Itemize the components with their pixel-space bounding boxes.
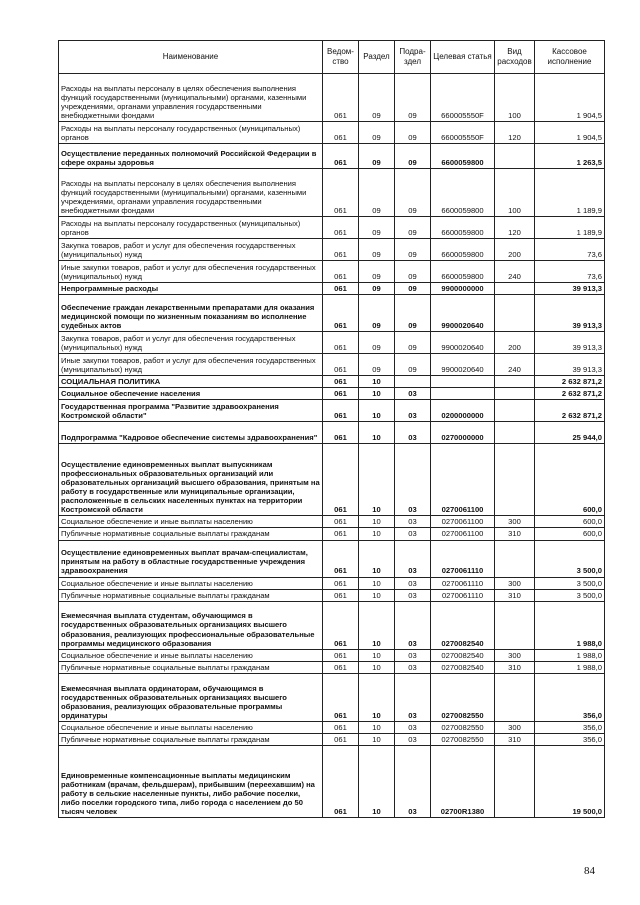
table-row xyxy=(59,376,605,388)
table-row xyxy=(59,295,605,332)
row-cash-execution-cell: 39 913,3 xyxy=(535,295,605,332)
row-name-cell: Публичные нормативные социальные выплаты гражданам xyxy=(59,528,323,540)
row-name-cell: Ежемесячная выплата студентам, обучающимся в государственных образовательных организациях высшего образования, реализующих профессиональные образовательные программы медицинского образования xyxy=(59,601,323,649)
row-department-cell: 061 xyxy=(323,422,359,444)
row-department-cell: 061 xyxy=(323,528,359,540)
row-name-cell: Расходы на выплаты персоналу государственных (муниципальных) органов xyxy=(59,122,323,144)
table-row xyxy=(59,217,605,239)
row-expense-type-cell: 200 xyxy=(495,239,535,261)
row-subsection-cell: 03 xyxy=(395,734,431,746)
row-expense-type-cell: 310 xyxy=(495,528,535,540)
row-expense-type-cell xyxy=(495,540,535,577)
row-expense-type-cell: 200 xyxy=(495,332,535,354)
row-cash-execution-cell: 1 904,5 xyxy=(535,74,605,122)
table-row xyxy=(59,721,605,733)
row-target-article-cell: 9900020640 xyxy=(431,354,495,376)
row-subsection-cell: 03 xyxy=(395,746,431,818)
table-row xyxy=(59,746,605,818)
row-section-cell: 10 xyxy=(359,422,395,444)
row-department-cell: 061 xyxy=(323,516,359,528)
row-section-cell: 10 xyxy=(359,673,395,721)
row-expense-type-cell xyxy=(495,388,535,400)
row-department-cell: 061 xyxy=(323,661,359,673)
row-target-article-cell: 0270061100 xyxy=(431,516,495,528)
row-subsection-cell: 09 xyxy=(395,332,431,354)
row-cash-execution-cell: 39 913,3 xyxy=(535,332,605,354)
row-name-cell: Социальное обеспечение и иные выплаты населению xyxy=(59,516,323,528)
row-target-article-cell: 660005550F xyxy=(431,122,495,144)
row-target-article-cell: 0270082540 xyxy=(431,601,495,649)
row-section-cell: 10 xyxy=(359,649,395,661)
row-target-article-cell xyxy=(431,388,495,400)
row-target-article-cell: 0270082540 xyxy=(431,661,495,673)
row-section-cell: 10 xyxy=(359,516,395,528)
row-cash-execution-cell: 2 632 871,2 xyxy=(535,376,605,388)
row-expense-type-cell xyxy=(495,144,535,169)
header-target-article: Целевая статья xyxy=(431,41,495,74)
row-subsection-cell: 03 xyxy=(395,528,431,540)
row-subsection-cell: 03 xyxy=(395,649,431,661)
row-target-article-cell: 02700R1380 xyxy=(431,746,495,818)
row-name-cell: Непрограммные расходы xyxy=(59,283,323,295)
row-name-cell: Государственная программа "Развитие здравоохранения Костромской области" xyxy=(59,400,323,422)
table-row xyxy=(59,283,605,295)
row-section-cell: 09 xyxy=(359,332,395,354)
table-row xyxy=(59,239,605,261)
row-expense-type-cell: 240 xyxy=(495,261,535,283)
row-expense-type-cell: 310 xyxy=(495,661,535,673)
row-subsection-cell: 03 xyxy=(395,721,431,733)
row-section-cell: 10 xyxy=(359,540,395,577)
row-section-cell: 10 xyxy=(359,661,395,673)
row-cash-execution-cell: 39 913,3 xyxy=(535,283,605,295)
row-department-cell: 061 xyxy=(323,376,359,388)
row-cash-execution-cell: 356,0 xyxy=(535,673,605,721)
row-expense-type-cell xyxy=(495,746,535,818)
row-department-cell: 061 xyxy=(323,295,359,332)
row-expense-type-cell xyxy=(495,601,535,649)
row-section-cell: 09 xyxy=(359,169,395,217)
row-target-article-cell: 0270082550 xyxy=(431,734,495,746)
table-row xyxy=(59,734,605,746)
header-name: Наименование xyxy=(59,41,323,74)
row-section-cell: 10 xyxy=(359,444,395,516)
row-target-article-cell: 0270082540 xyxy=(431,649,495,661)
row-name-cell: Социальное обеспечение и иные выплаты населению xyxy=(59,721,323,733)
row-cash-execution-cell: 356,0 xyxy=(535,721,605,733)
row-cash-execution-cell: 600,0 xyxy=(535,516,605,528)
header-cash-execution: Кассовое исполнение xyxy=(535,41,605,74)
row-expense-type-cell xyxy=(495,673,535,721)
row-name-cell: Публичные нормативные социальные выплаты гражданам xyxy=(59,734,323,746)
row-department-cell: 061 xyxy=(323,444,359,516)
row-department-cell: 061 xyxy=(323,721,359,733)
row-subsection-cell: 03 xyxy=(395,400,431,422)
row-department-cell: 061 xyxy=(323,577,359,589)
table-row xyxy=(59,601,605,649)
row-cash-execution-cell: 25 944,0 xyxy=(535,422,605,444)
row-name-cell: Закупка товаров, работ и услуг для обеспечения государственных (муниципальных) нужд xyxy=(59,332,323,354)
row-target-article-cell: 6600059800 xyxy=(431,217,495,239)
row-subsection-cell: 03 xyxy=(395,516,431,528)
row-section-cell: 09 xyxy=(359,74,395,122)
row-target-article-cell: 660005550F xyxy=(431,74,495,122)
row-expense-type-cell: 310 xyxy=(495,589,535,601)
row-department-cell: 061 xyxy=(323,122,359,144)
row-name-cell: Социальное обеспечение и иные выплаты населению xyxy=(59,577,323,589)
table-row xyxy=(59,422,605,444)
row-cash-execution-cell: 1 189,9 xyxy=(535,217,605,239)
row-expense-type-cell: 300 xyxy=(495,577,535,589)
header-section: Раздел xyxy=(359,41,395,74)
row-name-cell: Социальное обеспечение населения xyxy=(59,388,323,400)
row-cash-execution-cell: 2 632 871,2 xyxy=(535,388,605,400)
row-subsection-cell: 09 xyxy=(395,283,431,295)
row-expense-type-cell: 120 xyxy=(495,217,535,239)
row-name-cell: Публичные нормативные социальные выплаты гражданам xyxy=(59,589,323,601)
page-number: 84 xyxy=(584,865,595,877)
row-section-cell: 10 xyxy=(359,601,395,649)
row-section-cell: 10 xyxy=(359,388,395,400)
row-cash-execution-cell: 1 189,9 xyxy=(535,169,605,217)
row-section-cell: 09 xyxy=(359,295,395,332)
row-cash-execution-cell: 600,0 xyxy=(535,444,605,516)
row-subsection-cell: 03 xyxy=(395,589,431,601)
row-subsection-cell: 09 xyxy=(395,261,431,283)
row-subsection-cell: 09 xyxy=(395,74,431,122)
header-department: Ведом-ство xyxy=(323,41,359,74)
row-cash-execution-cell: 1 988,0 xyxy=(535,661,605,673)
row-subsection-cell: 09 xyxy=(395,217,431,239)
row-subsection-cell: 03 xyxy=(395,444,431,516)
row-expense-type-cell: 240 xyxy=(495,354,535,376)
row-expense-type-cell: 100 xyxy=(495,74,535,122)
row-subsection-cell: 09 xyxy=(395,295,431,332)
row-expense-type-cell: 300 xyxy=(495,516,535,528)
row-department-cell: 061 xyxy=(323,217,359,239)
table-row xyxy=(59,122,605,144)
row-subsection-cell: 03 xyxy=(395,601,431,649)
table-row xyxy=(59,589,605,601)
row-name-cell: Ежемесячная выплата ординаторам, обучающимся в государственных образовательных организациях высшего образования, реализующих образовательные программы ординатуры xyxy=(59,673,323,721)
table-row xyxy=(59,400,605,422)
row-target-article-cell: 0270082550 xyxy=(431,721,495,733)
row-section-cell: 10 xyxy=(359,376,395,388)
row-section-cell: 10 xyxy=(359,746,395,818)
row-target-article-cell: 0270082550 xyxy=(431,673,495,721)
table-row xyxy=(59,444,605,516)
row-name-cell: СОЦИАЛЬНАЯ ПОЛИТИКА xyxy=(59,376,323,388)
row-expense-type-cell: 300 xyxy=(495,649,535,661)
row-target-article-cell: 6600059800 xyxy=(431,144,495,169)
row-subsection-cell: 03 xyxy=(395,661,431,673)
row-target-article-cell: 0270061110 xyxy=(431,589,495,601)
row-department-cell: 061 xyxy=(323,673,359,721)
row-expense-type-cell xyxy=(495,376,535,388)
table-row xyxy=(59,74,605,122)
row-department-cell: 061 xyxy=(323,283,359,295)
row-expense-type-cell xyxy=(495,400,535,422)
row-target-article-cell xyxy=(431,376,495,388)
table-row xyxy=(59,354,605,376)
row-cash-execution-cell: 1 988,0 xyxy=(535,601,605,649)
row-section-cell: 09 xyxy=(359,217,395,239)
row-department-cell: 061 xyxy=(323,589,359,601)
row-subsection-cell: 03 xyxy=(395,388,431,400)
row-section-cell: 09 xyxy=(359,261,395,283)
row-name-cell: Подпрограмма "Кадровое обеспечение системы здравоохранения" xyxy=(59,422,323,444)
row-name-cell: Публичные нормативные социальные выплаты гражданам xyxy=(59,661,323,673)
budget-execution-table xyxy=(58,40,605,818)
row-section-cell: 09 xyxy=(359,283,395,295)
row-subsection-cell: 09 xyxy=(395,122,431,144)
row-target-article-cell: 0270000000 xyxy=(431,422,495,444)
row-cash-execution-cell: 3 500,0 xyxy=(535,540,605,577)
table-row xyxy=(59,169,605,217)
row-name-cell: Осуществление единовременных выплат выпускникам профессиональных образовательных организаций или образовательных организаций высшего образования, принятым на работу в государственные или муниципальные организации, расположенные в сельских населенных пунктах на территории Костромской области xyxy=(59,444,323,516)
table-body xyxy=(59,74,605,818)
row-section-cell: 09 xyxy=(359,144,395,169)
row-target-article-cell: 0270061100 xyxy=(431,528,495,540)
row-section-cell: 10 xyxy=(359,528,395,540)
row-section-cell: 09 xyxy=(359,354,395,376)
row-section-cell: 10 xyxy=(359,400,395,422)
row-cash-execution-cell: 356,0 xyxy=(535,734,605,746)
row-target-article-cell: 0270061110 xyxy=(431,540,495,577)
row-department-cell: 061 xyxy=(323,400,359,422)
row-expense-type-cell xyxy=(495,422,535,444)
row-subsection-cell: 03 xyxy=(395,540,431,577)
row-expense-type-cell xyxy=(495,444,535,516)
row-section-cell: 10 xyxy=(359,734,395,746)
table-row xyxy=(59,388,605,400)
row-section-cell: 10 xyxy=(359,577,395,589)
row-expense-type-cell xyxy=(495,295,535,332)
row-subsection-cell: 09 xyxy=(395,169,431,217)
row-cash-execution-cell: 73,6 xyxy=(535,261,605,283)
table-row xyxy=(59,540,605,577)
row-name-cell: Обеспечение граждан лекарственными препаратами для оказания медицинской помощи по жизненным показаниям во исполнение судебных актов xyxy=(59,295,323,332)
row-cash-execution-cell: 3 500,0 xyxy=(535,589,605,601)
row-cash-execution-cell: 600,0 xyxy=(535,528,605,540)
row-expense-type-cell: 100 xyxy=(495,169,535,217)
header-expense-type: Вид расходов xyxy=(495,41,535,74)
table-row xyxy=(59,516,605,528)
row-target-article-cell: 6600059800 xyxy=(431,261,495,283)
row-target-article-cell: 6600059800 xyxy=(431,239,495,261)
table-row xyxy=(59,332,605,354)
table-header-row xyxy=(59,41,605,74)
row-cash-execution-cell: 3 500,0 xyxy=(535,577,605,589)
row-cash-execution-cell: 73,6 xyxy=(535,239,605,261)
row-name-cell: Расходы на выплаты персоналу в целях обеспечения выполнения функций государственными (муниципальными) органами, казенными учреждениями, органами управления государственными внебюджетными фондами xyxy=(59,169,323,217)
row-target-article-cell: 0200000000 xyxy=(431,400,495,422)
row-department-cell: 061 xyxy=(323,354,359,376)
row-name-cell: Осуществление единовременных выплат врачам-специалистам, принятым на работу в областные государственные учреждения здравоохранения xyxy=(59,540,323,577)
row-cash-execution-cell: 2 632 871,2 xyxy=(535,400,605,422)
row-section-cell: 09 xyxy=(359,239,395,261)
row-cash-execution-cell: 19 500,0 xyxy=(535,746,605,818)
row-department-cell: 061 xyxy=(323,74,359,122)
row-subsection-cell xyxy=(395,376,431,388)
row-name-cell: Расходы на выплаты персоналу государственных (муниципальных) органов xyxy=(59,217,323,239)
row-department-cell: 061 xyxy=(323,261,359,283)
row-name-cell: Закупка товаров, работ и услуг для обеспечения государственных (муниципальных) нужд xyxy=(59,239,323,261)
row-name-cell: Социальное обеспечение и иные выплаты населению xyxy=(59,649,323,661)
row-cash-execution-cell: 1 263,5 xyxy=(535,144,605,169)
table-row xyxy=(59,144,605,169)
row-cash-execution-cell: 1 904,5 xyxy=(535,122,605,144)
header-subsection: Подра-здел xyxy=(395,41,431,74)
row-section-cell: 09 xyxy=(359,122,395,144)
table-row xyxy=(59,673,605,721)
table-row xyxy=(59,661,605,673)
row-section-cell: 10 xyxy=(359,589,395,601)
table-row xyxy=(59,649,605,661)
row-subsection-cell: 03 xyxy=(395,422,431,444)
row-name-cell: Единовременные компенсационные выплаты медицинским работникам (врачам, фельдшерам), прибывшим (переехавшим) на работу в сельские населенные пункты, либо рабочие поселки, либо поселки городского типа, либо города с населением до 50 тысяч человек xyxy=(59,746,323,818)
row-department-cell: 061 xyxy=(323,601,359,649)
row-subsection-cell: 09 xyxy=(395,144,431,169)
row-name-cell: Осуществление переданных полномочий Российской Федерации в сфере охраны здоровья xyxy=(59,144,323,169)
row-department-cell: 061 xyxy=(323,388,359,400)
row-department-cell: 061 xyxy=(323,239,359,261)
row-department-cell: 061 xyxy=(323,746,359,818)
row-name-cell: Расходы на выплаты персоналу в целях обеспечения выполнения функций государственными (муниципальными) органами, казенными учреждениями, органами управления государственными внебюджетными фондами xyxy=(59,74,323,122)
row-expense-type-cell xyxy=(495,283,535,295)
table-row xyxy=(59,528,605,540)
row-name-cell: Иные закупки товаров, работ и услуг для обеспечения государственных (муниципальных) нужд xyxy=(59,261,323,283)
row-department-cell: 061 xyxy=(323,734,359,746)
row-subsection-cell: 09 xyxy=(395,239,431,261)
row-target-article-cell: 0270061110 xyxy=(431,577,495,589)
row-subsection-cell: 09 xyxy=(395,354,431,376)
row-department-cell: 061 xyxy=(323,332,359,354)
row-target-article-cell: 6600059800 xyxy=(431,169,495,217)
row-target-article-cell: 0270061100 xyxy=(431,444,495,516)
table-row xyxy=(59,261,605,283)
row-expense-type-cell: 120 xyxy=(495,122,535,144)
row-target-article-cell: 9900020640 xyxy=(431,332,495,354)
row-target-article-cell: 9900000000 xyxy=(431,283,495,295)
row-department-cell: 061 xyxy=(323,649,359,661)
row-subsection-cell: 03 xyxy=(395,577,431,589)
row-subsection-cell: 03 xyxy=(395,673,431,721)
row-department-cell: 061 xyxy=(323,144,359,169)
row-target-article-cell: 9900020640 xyxy=(431,295,495,332)
row-name-cell: Иные закупки товаров, работ и услуг для обеспечения государственных (муниципальных) нужд xyxy=(59,354,323,376)
row-department-cell: 061 xyxy=(323,169,359,217)
row-section-cell: 10 xyxy=(359,721,395,733)
table-row xyxy=(59,577,605,589)
row-cash-execution-cell: 39 913,3 xyxy=(535,354,605,376)
row-department-cell: 061 xyxy=(323,540,359,577)
row-expense-type-cell: 300 xyxy=(495,721,535,733)
row-expense-type-cell: 310 xyxy=(495,734,535,746)
row-cash-execution-cell: 1 988,0 xyxy=(535,649,605,661)
